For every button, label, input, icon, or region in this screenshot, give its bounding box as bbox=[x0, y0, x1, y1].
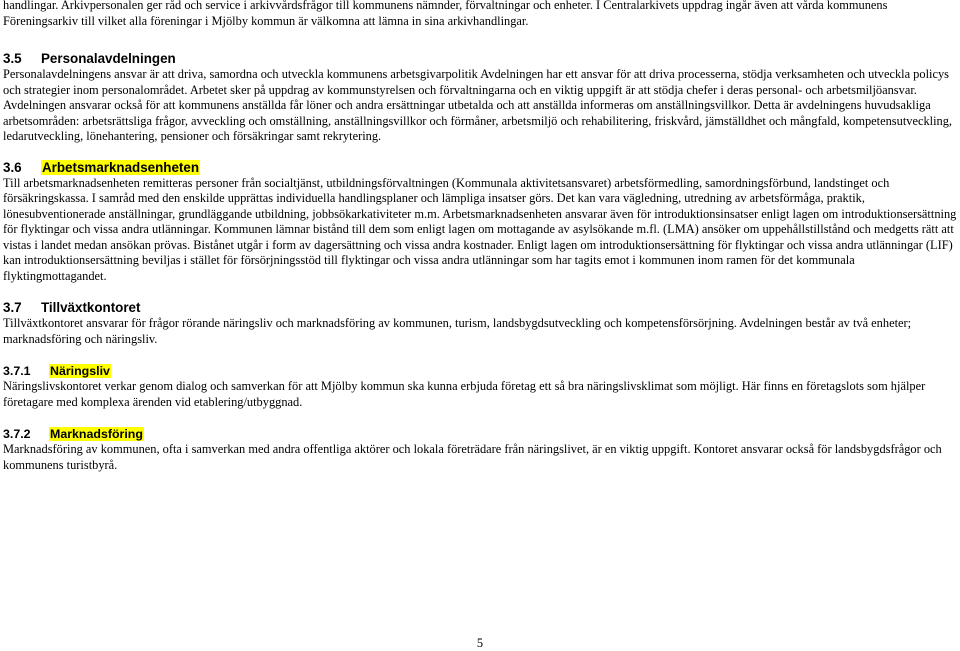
section-heading bbox=[3, 51, 957, 67]
subsection-body: Marknadsföring av kommunen, ofta i samverkan med andra offentliga aktörer och lokala företrädare från näringslivet, är en viktig uppgift. Kontoret ansvarar också för landsbygdsfrågor och kommunens turistbyrå. bbox=[3, 442, 942, 472]
subsection-marknadsforing bbox=[3, 426, 957, 473]
section-title: Personalavdelningen bbox=[41, 51, 176, 66]
page-number: 5 bbox=[476, 636, 484, 650]
subsection-body: Näringslivskontoret verkar genom dialog och samverkan för att Mjölby kommun ska kunna erbjuda företag ett så bra näringslivsklimat som möjligt. Här finns en företagslots som hjälper företagare med komplexa ärenden vid etablering/utbyggnad. bbox=[3, 379, 926, 409]
section-body: Till arbetsmarknadsenheten remitteras personer från socialtjänst, utbildningsförvaltningen (Kommunala aktivitetsansvaret) arbetsförmedling, samordningsförbund, landstinget och försäkringskassa. I samråd med den enskilde upprättas individuella handlingsplaner och lämpliga insatser görs. Det kan vara vägledning, utredning av arbetsförmåga, praktik, lönesubventionerade anställningar, grundläggande utbildning, jobbsökarkativiteter m.m. Arbetsmarknadsenheten ansvarar även för introduktionsinsatser enligt lagen om introduktionsersättning för flyktingar och vissa andra utlänningar. Kommunen lämnar bistånd till dem som enligt lagen om mottagande av asylsökande m.fl. (LMA) ansöker om uppehållstillstånd och medgetts rätt att vistas i landet medan ansökan prövas. Bistånet utgår i form av dagersättning och vissa andra kostnader. Enligt lagen om introduktionsersättning för flyktingar och vissa andra utlänningar (LIF) kan introduktionsersättning beviljas i stället för försörjningsstöd till flyktingar och vissa andra utlänningar som har tagits emot i kommunen inom ramen för det kommunala flyktingmottagandet. bbox=[3, 175, 957, 283]
section-number: 3.5 bbox=[3, 51, 22, 66]
section-heading bbox=[3, 160, 957, 176]
section-personalavdelningen bbox=[3, 51, 957, 145]
subsection-number: 3.7.2 bbox=[3, 427, 31, 441]
section-number: 3.7 bbox=[3, 300, 22, 315]
section-title: Tillväxtkontoret bbox=[41, 300, 141, 315]
section-heading bbox=[3, 300, 957, 316]
subsection-title-highlighted: Näringsliv bbox=[50, 364, 110, 378]
section-body: Tillväxtkontoret ansvarar för frågor rörande näringsliv och marknadsföring av kommunen, turism, landsbygdsutveckling och kompetensförsörjning. Avdelningen består av två enheter; marknadsföring och näringsliv. bbox=[3, 316, 912, 346]
subsection-title-highlighted: Marknadsföring bbox=[50, 427, 143, 441]
subsection-heading bbox=[3, 426, 957, 442]
subsection-heading bbox=[3, 363, 957, 379]
section-title-highlighted: Arbetsmarknadsenheten bbox=[42, 159, 200, 175]
subsection-naringsliv bbox=[3, 363, 957, 410]
subsection-number: 3.7.1 bbox=[3, 364, 31, 378]
section-tillvaxtkontoret bbox=[3, 300, 957, 347]
intro-paragraph: handlingar. Arkivpersonalen ger råd och service i arkivvårdsfrågor till kommunens nämnder, förvaltningar och enheter. I Centralarkivets uppdrag ingår även att vårda kommunens Föreningsarkiv till vilket alla föreningar i Mjölby kommun är välkomna att lämna in sina arkivhandlingar. bbox=[3, 0, 888, 28]
section-body: Personalavdelningens ansvar är att driva, samordna och utveckla kommunens arbetsgivarpolitik Avdelningen har ett ansvar för att driva processerna, stödja verksamheten och utveckla policys och strategier inom personalområdet. Arbetet sker på uppdrag av kommunstyrelsen och förvaltningarna och en viktig uppgift är att stödja chefer i deras personal- och arbetsmiljöansvar. Avdelningen ansvarar också för att kommunens anställda får löner och andra ersättningar utbetalda och att anställda informeras om anställningsvillkor. Detta är avdelningens huvudsakliga arbetsområden: arbetsrättsliga frågor, avveckling och omställning, anställningsvillkor och förmåner, arbetsmiljö och rehabilitering, friskvård, jämställdhet och mångfald, kompetensutveckling, ledarutveckling, lönehantering, pensioner och försäkringar samt rekrytering. bbox=[3, 67, 953, 143]
section-number: 3.6 bbox=[3, 159, 22, 175]
document-page bbox=[3, 0, 957, 473]
section-arbetsmarknadsenheten bbox=[3, 160, 957, 285]
